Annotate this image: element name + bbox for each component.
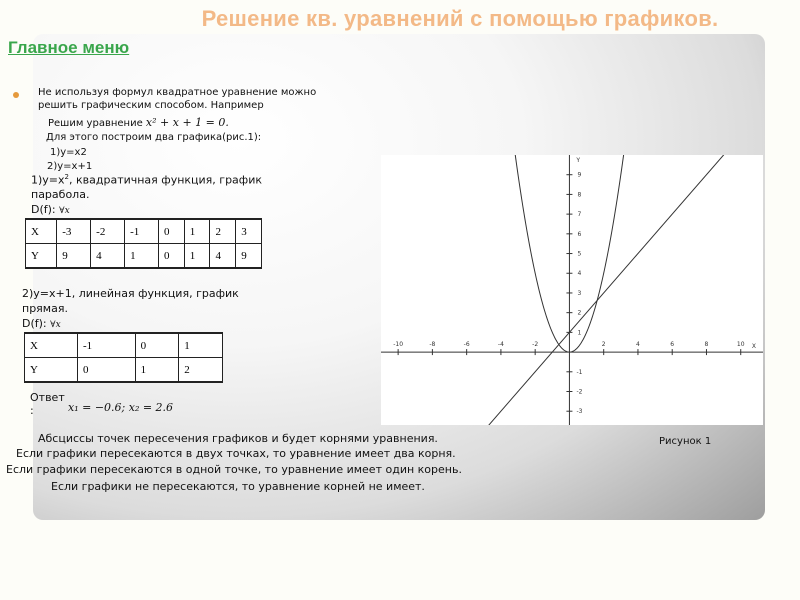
table-row-x — [25, 333, 223, 358]
y-tick-label: 6 — [577, 230, 582, 238]
conclusion-line-3: Если графики пересекаются в одной точке, то уравнение имеет один корень. — [6, 463, 462, 476]
table-cell: 1 — [184, 244, 210, 269]
figure-caption: Рисунок 1 — [659, 436, 712, 447]
x-tick-label: -4 — [497, 341, 504, 349]
table-cell: 4 — [91, 244, 125, 269]
table-cell: 1 — [184, 219, 210, 244]
table-header-cell: X — [25, 333, 78, 358]
y-tick-label: 4 — [577, 270, 582, 278]
y-tick-label: 2 — [577, 309, 582, 317]
slide-title: Решение кв. уравнений с помощью графиков. — [201, 6, 719, 31]
section1-line-1 — [31, 173, 262, 187]
table-row-y — [26, 244, 262, 269]
table-cell: 0 — [159, 244, 185, 269]
x-axis-label: X — [751, 343, 756, 351]
table-cell: -2 — [91, 219, 125, 244]
table-cell: 1 — [125, 244, 159, 269]
y-tick-label: 1 — [577, 329, 582, 337]
table-header-cell: Y — [25, 358, 78, 383]
section1-func: 1)y=x — [31, 173, 65, 187]
answer-colon: : — [30, 404, 34, 417]
table-row-x — [26, 219, 262, 244]
section2-domain-value: ∀x — [50, 320, 61, 330]
intro-item-1: 1)y=x2 — [50, 147, 87, 158]
table-row-y — [25, 358, 223, 383]
table-cell: -1 — [78, 333, 136, 358]
intro-item-2: 2)y=x+1 — [47, 161, 93, 172]
y-tick-label: -2 — [576, 388, 583, 396]
y-tick-label: 9 — [577, 171, 582, 179]
table-cell: 0 — [159, 219, 185, 244]
x-tick-label: 8 — [704, 341, 709, 349]
table-cell: -1 — [125, 219, 159, 244]
table-cell: 0 — [78, 358, 136, 383]
table-header-cell: X — [26, 219, 57, 244]
x-tick-label: -8 — [429, 341, 436, 349]
table-cell: 3 — [236, 219, 262, 244]
intro-line-1: Не используя формул квадратное уравнение можно — [38, 87, 317, 98]
x-tick-label: 2 — [601, 341, 606, 349]
intro-line-3 — [48, 116, 229, 129]
values-table-line — [24, 332, 223, 383]
section1-domain — [31, 203, 70, 216]
graph-figure — [381, 155, 763, 425]
section2-domain-label: D(f): — [22, 317, 47, 330]
table-cell: 9 — [236, 244, 262, 269]
section1-domain-value: ∀x — [59, 206, 70, 216]
x-tick-label: -2 — [532, 341, 539, 349]
bullet-icon — [13, 92, 19, 98]
table-cell: 2 — [210, 219, 236, 244]
section1-sup: 2 — [64, 173, 69, 181]
equation-formula: x² + x + 1 = 0. — [145, 116, 229, 129]
section1-domain-label: D(f): — [31, 203, 56, 216]
y-tick-label: -1 — [576, 368, 583, 376]
table-cell: 1 — [135, 358, 179, 383]
x-tick-label: 6 — [670, 341, 675, 349]
conclusion-line-4: Если графики не пересекаются, то уравнение корней не имеет. — [51, 480, 425, 493]
graph-svg — [381, 155, 763, 425]
x-tick-label: -6 — [463, 341, 470, 349]
y-tick-label: 5 — [577, 250, 582, 258]
y-axis-label: Y — [576, 157, 581, 164]
y-tick-label: 8 — [577, 191, 582, 199]
x-tick-label: -10 — [393, 341, 404, 349]
conclusion-line-1: Абсциссы точек пересечения графиков и будет корнями уравнения. — [38, 432, 438, 445]
answer-label: Ответ — [30, 391, 65, 404]
section1-line-2: парабола. — [31, 188, 90, 201]
values-table-parabola — [25, 218, 262, 269]
y-tick-label: -3 — [576, 408, 583, 416]
table-header-cell: Y — [26, 244, 57, 269]
table-cell: -3 — [57, 219, 91, 244]
section1-desc: , квадратичная функция, график — [69, 173, 262, 187]
table-cell: 9 — [57, 244, 91, 269]
section2-line-2: прямая. — [22, 302, 68, 315]
intro-line-4: Для этого построим два графика(рис.1): — [46, 132, 262, 143]
main-menu-link[interactable]: Главное меню — [8, 38, 130, 57]
y-tick-label: 7 — [577, 211, 582, 219]
section2-domain — [22, 317, 61, 330]
table-cell: 2 — [179, 358, 223, 383]
answer-value: x₁ = −0.6; x₂ = 2.6 — [68, 401, 174, 414]
intro-line-3-text: Решим уравнение — [48, 118, 143, 129]
table-cell: 1 — [179, 333, 223, 358]
table-cell: 0 — [135, 333, 179, 358]
table-cell: 4 — [210, 244, 236, 269]
intro-line-2: решить графическим способом. Например — [38, 100, 264, 111]
x-tick-label: 4 — [636, 341, 640, 349]
section2-line-1: 2)y=x+1, линейная функция, график — [22, 287, 239, 300]
x-tick-label: 10 — [736, 341, 745, 349]
y-tick-label: 3 — [577, 289, 582, 297]
conclusion-line-2: Если графики пересекаются в двух точках, то уравнение имеет два корня. — [16, 447, 456, 460]
